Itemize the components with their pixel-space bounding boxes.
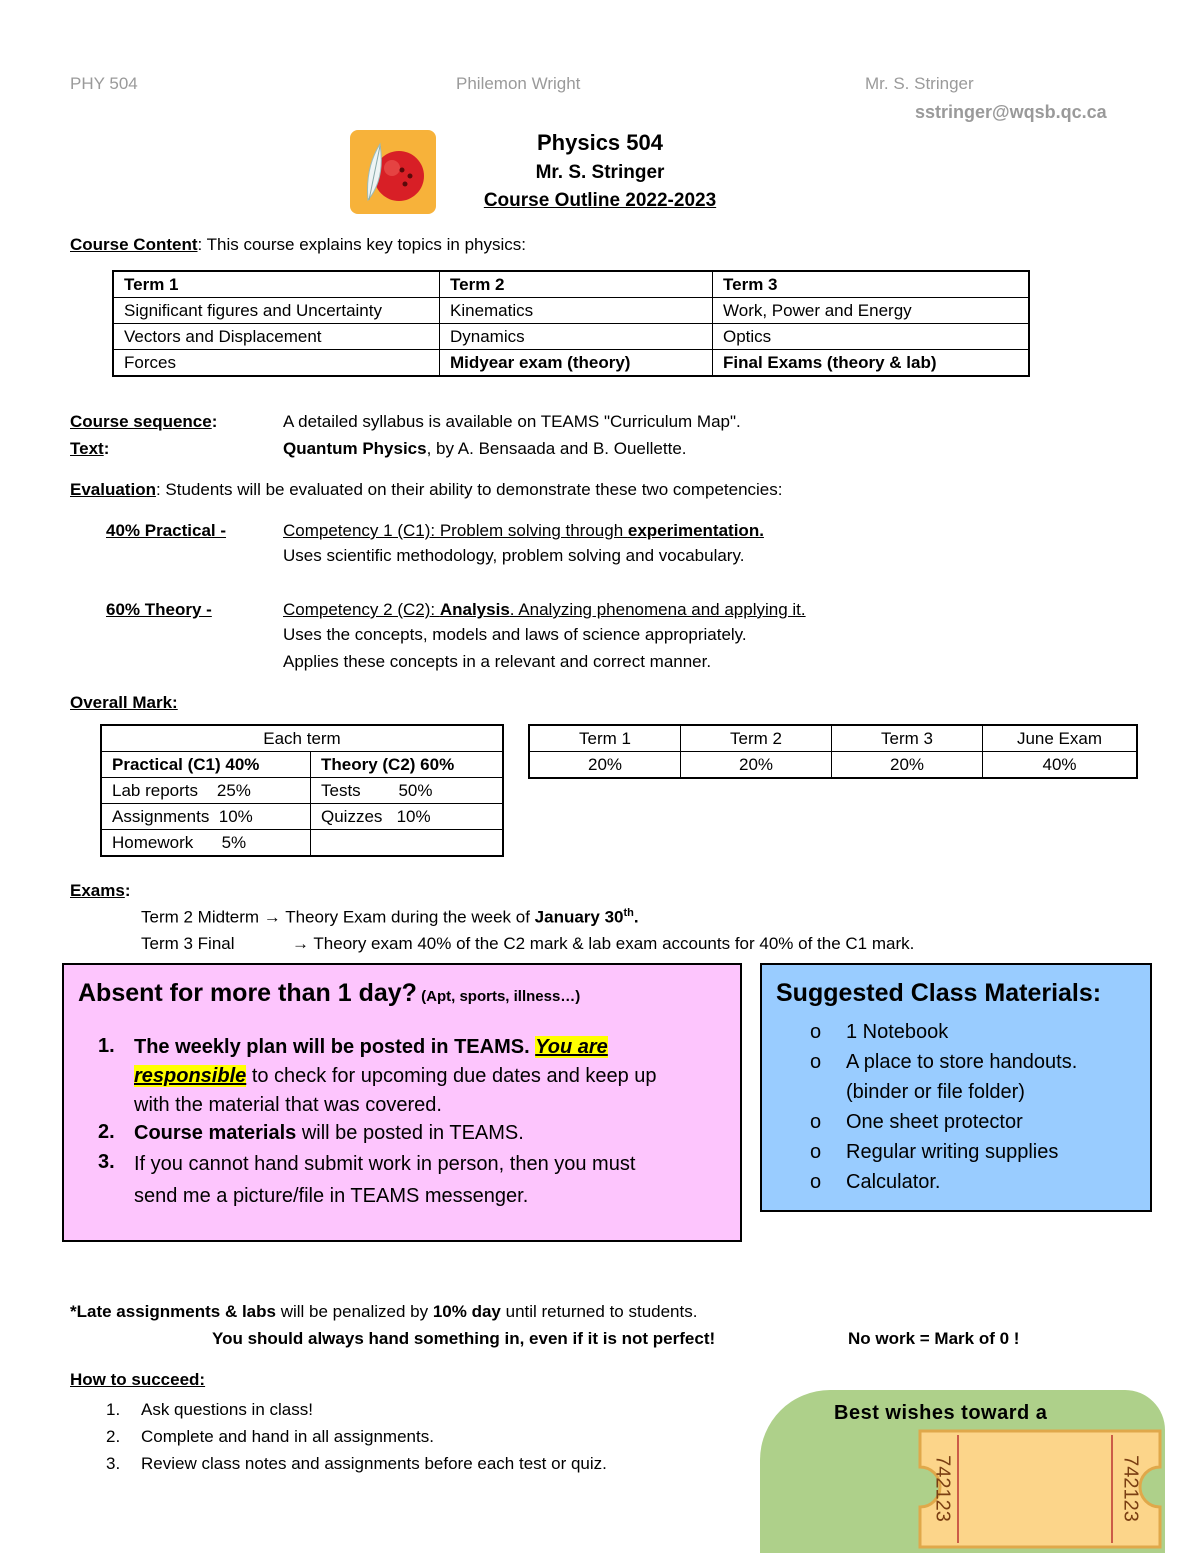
midterm-period: . — [633, 907, 639, 927]
absent-item-1-text: The weekly plan will be posted in TEAMS. — [134, 1036, 536, 1058]
materials-item: A place to store handouts. — [846, 1051, 1078, 1073]
absent-item-number: 2. — [98, 1121, 115, 1143]
table-cell: Vectors and Displacement — [113, 324, 440, 350]
table-header: Term 2 — [681, 725, 832, 752]
competency-1-keyword: experimentation. — [627, 521, 764, 540]
table-header: June Exam — [983, 725, 1138, 752]
table-row — [113, 350, 1029, 377]
list-item — [810, 1017, 1077, 1047]
list-number: 2. — [106, 1427, 121, 1446]
exams-colon: : — [124, 881, 131, 900]
sequence-label: Course sequence — [70, 412, 212, 431]
list-number: 1. — [106, 1400, 121, 1419]
absent-item-3-line1: If you cannot hand submit work in person, then you must — [134, 1153, 636, 1175]
textbook-line — [283, 439, 687, 459]
sequence-colon: : — [211, 412, 218, 431]
text-label-line — [70, 439, 109, 459]
list-item — [810, 1107, 1077, 1137]
table-row — [529, 725, 1137, 752]
theory-label: 60% Theory - — [106, 600, 212, 619]
absent-item-number: 1. — [98, 1035, 115, 1057]
materials-item: One sheet protector — [846, 1111, 1023, 1133]
late-policy-rate: 10% day — [432, 1302, 501, 1321]
materials-list — [810, 1017, 1077, 1197]
late-policy-text: will be penalized by — [275, 1302, 433, 1321]
table-row — [529, 752, 1137, 779]
header-course-code: PHY 504 — [70, 74, 138, 93]
list-text: Ask questions in class! — [141, 1400, 313, 1419]
header-school: Philemon Wright — [456, 74, 581, 93]
bullet-icon: o — [810, 1021, 822, 1043]
absent-item-number: 3. — [98, 1151, 115, 1173]
list-text: Review class notes and assignments before each test or quiz. — [141, 1454, 607, 1473]
course-title: Physics 504 — [537, 130, 663, 155]
table-cell: 20% — [832, 752, 983, 779]
table-row — [101, 804, 503, 830]
term-weights-table — [528, 724, 1138, 779]
table-row — [113, 298, 1029, 324]
list-item — [106, 1396, 607, 1423]
table-header: Term 3 — [832, 725, 983, 752]
table-header: Term 1 — [113, 271, 440, 298]
arrow-right-icon: → — [292, 934, 309, 953]
practical-label: 40% Practical - — [106, 521, 227, 540]
table-cell: Assignments 10% — [101, 804, 311, 830]
midterm-date-suffix: th — [623, 907, 634, 919]
materials-item: 1 Notebook — [846, 1021, 949, 1043]
absent-box — [62, 963, 742, 1242]
course-topics-table — [112, 270, 1030, 377]
exam-final-label: Term 3 Final — [141, 934, 235, 953]
ticket-number-right: 742123 — [1119, 1455, 1142, 1522]
competency-2-desc2: Applies these concepts in a relevant and correct manner. — [283, 652, 712, 671]
competency-1-desc: Uses scientific methodology, problem solving and vocabulary. — [283, 546, 745, 565]
table-header: Term 3 — [713, 271, 1030, 298]
list-item — [106, 1450, 607, 1477]
late-policy — [70, 1302, 697, 1322]
table-cell: 40% — [983, 752, 1138, 779]
table-cell: Dynamics — [440, 324, 713, 350]
text-label: Text — [70, 439, 104, 458]
absent-item-1-rest: to check for upcoming due dates and keep up — [246, 1065, 657, 1087]
absent-item-1 — [134, 1033, 724, 1120]
table-cell: 20% — [681, 752, 832, 779]
late-policy-bold: *Late assignments & labs — [70, 1302, 276, 1321]
bullet-icon: o — [810, 1141, 822, 1163]
table-cell: Lab reports 25% — [101, 778, 311, 804]
course-content-text: : This course explains key topics in physics: — [197, 235, 526, 254]
competency-2-keyword: Analysis — [439, 600, 510, 619]
list-number: 3. — [106, 1454, 121, 1473]
teacher-name: Mr. S. Stringer — [535, 162, 665, 183]
outline-title: Course Outline 2022-2023 — [483, 190, 717, 211]
each-term-header: Each term — [101, 725, 503, 752]
list-item — [810, 1137, 1077, 1167]
list-item — [810, 1077, 1077, 1107]
bullet-icon: o — [810, 1171, 822, 1193]
sequence-text: A detailed syllabus is available on TEAMS "Curriculum Map". — [283, 412, 741, 431]
materials-item: (binder or file folder) — [846, 1081, 1025, 1103]
materials-box — [760, 963, 1152, 1212]
table-cell: 20% — [529, 752, 681, 779]
midterm-label: Term 2 Midterm — [141, 907, 264, 927]
materials-item: Regular writing supplies — [846, 1141, 1059, 1163]
table-cell: Midyear exam (theory) — [440, 350, 713, 377]
always-hand-in: You should always hand something in, even if it is not perfect! — [212, 1329, 716, 1348]
table-cell — [311, 830, 504, 857]
textbook-authors: , by A. Bensaada and B. Ouellette. — [426, 439, 687, 458]
sequence-label-line — [70, 412, 217, 432]
table-cell: Optics — [713, 324, 1030, 350]
table-cell: Final Exams (theory & lab) — [713, 350, 1030, 377]
final-text: Theory exam 40% of the C2 mark & lab exam accounts for 40% of the C1 mark. — [309, 934, 915, 953]
competency-2 — [283, 600, 806, 620]
absent-title: Absent for more than 1 day? — [78, 979, 417, 1007]
list-item — [810, 1167, 1077, 1197]
arrow-right-icon: → — [263, 907, 281, 927]
ticket-icon — [912, 1425, 1168, 1553]
bullet-icon: o — [810, 1111, 822, 1133]
theory-header: Theory (C2) 60% — [311, 752, 504, 778]
ticket-number-left: 742123 — [931, 1455, 954, 1522]
each-term-table — [100, 724, 504, 857]
midterm-date: January 30 — [534, 907, 624, 927]
succeed-label: How to succeed: — [70, 1370, 206, 1389]
textbook-title: Quantum Physics — [283, 439, 427, 458]
table-cell: Quizzes 10% — [311, 804, 504, 830]
evaluation-text: : Students will be evaluated on their ability to demonstrate these two competencies: — [155, 480, 783, 499]
table-cell: Significant figures and Uncertainty — [113, 298, 440, 324]
competency-2-text: Competency 2 (C2): — [283, 600, 440, 619]
overall-mark-label: Overall Mark: — [70, 693, 178, 712]
table-row — [113, 324, 1029, 350]
no-work-note: No work = Mark of 0 ! — [848, 1329, 1020, 1348]
exam-midterm — [141, 907, 639, 928]
table-row — [101, 830, 503, 857]
competency-1 — [283, 521, 764, 541]
text-colon: : — [103, 439, 110, 458]
bullet-icon: o — [810, 1051, 822, 1073]
absent-item-1-end: with the material that was covered. — [134, 1094, 442, 1116]
midterm-text: Theory Exam during the week of — [280, 907, 535, 927]
table-row — [101, 752, 503, 778]
absent-item-1-responsible: responsible — [134, 1065, 247, 1087]
late-policy-end: until returned to students. — [500, 1302, 698, 1321]
table-row — [113, 271, 1029, 298]
list-item — [106, 1423, 607, 1450]
table-cell: Work, Power and Energy — [713, 298, 1030, 324]
exams-label-line — [70, 881, 131, 901]
absent-item-2 — [134, 1119, 524, 1148]
absent-title-line — [78, 979, 580, 1008]
table-row — [101, 778, 503, 804]
competency-2-rest: . Analyzing phenomena and applying it. — [509, 600, 806, 619]
materials-item: Calculator. — [846, 1171, 941, 1193]
absent-item-2-bold: Course materials — [134, 1122, 297, 1144]
absent-item-3 — [134, 1148, 635, 1212]
absent-item-1-highlight: You are — [535, 1036, 608, 1058]
evaluation-label: Evaluation — [70, 480, 156, 499]
absent-item-2-text: will be posted in TEAMS. — [296, 1122, 524, 1144]
practical-header: Practical (C1) 40% — [101, 752, 311, 778]
wishes-text: Best wishes toward a — [834, 1402, 1048, 1424]
absent-subtitle: (Apt, sports, illness…) — [416, 988, 581, 1005]
competency-1-text: Competency 1 (C1): Problem solving through — [283, 521, 628, 540]
list-text: Complete and hand in all assignments. — [141, 1427, 434, 1446]
exam-final — [292, 934, 914, 954]
table-header: Term 2 — [440, 271, 713, 298]
table-cell: Forces — [113, 350, 440, 377]
exams-label: Exams — [70, 881, 125, 900]
table-cell: Kinematics — [440, 298, 713, 324]
absent-item-3-line2: send me a picture/file in TEAMS messenger. — [134, 1185, 529, 1207]
table-header: Term 1 — [529, 725, 681, 752]
course-content-line — [70, 235, 526, 255]
table-row — [101, 725, 503, 752]
header-teacher: Mr. S. Stringer — [865, 74, 974, 93]
table-cell: Tests 50% — [311, 778, 504, 804]
list-item — [810, 1047, 1077, 1077]
evaluation-line — [70, 480, 783, 500]
materials-title: Suggested Class Materials: — [776, 979, 1102, 1007]
header-email[interactable]: sstringer@wqsb.qc.ca — [915, 102, 1107, 122]
succeed-list — [106, 1396, 607, 1477]
table-cell: Homework 5% — [101, 830, 311, 857]
course-content-label: Course Content — [70, 235, 198, 254]
competency-2-desc1: Uses the concepts, models and laws of science appropriately. — [283, 625, 747, 644]
